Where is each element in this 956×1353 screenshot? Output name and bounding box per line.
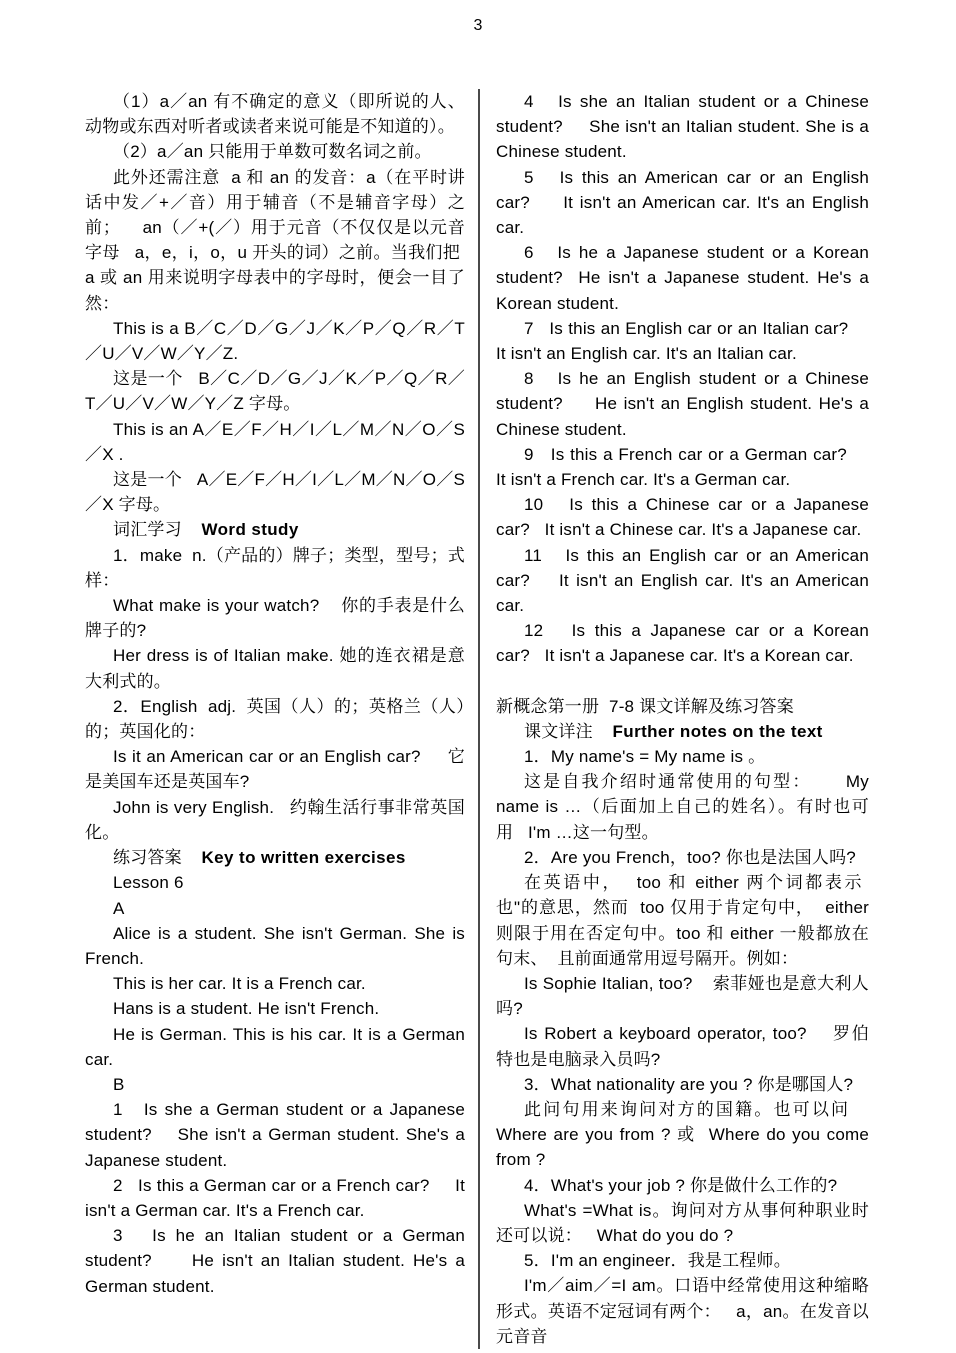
paragraph bbox=[85, 165, 465, 316]
paragraph bbox=[496, 240, 869, 316]
body-text: 4 Is she an Italian student or a Chinese student? She isn't an Italian student. She is a Chinese student. bbox=[496, 92, 869, 162]
body-text: 1 Is she a German student or a Japanese student? She isn't a German student. She's a Japanese student. bbox=[85, 1100, 465, 1170]
body-text: 1．My name's = My name is 。 bbox=[524, 747, 766, 767]
paragraph bbox=[85, 1173, 465, 1223]
paragraph bbox=[85, 795, 465, 845]
body-text: 在英语中， too 和 either 两个词都表示 也"的意思，然而 too 仅用于肯定句中， either 则限于用在否定句中。too 和 either 一般都放在句末、 且前面通常用逗号隔开。例如： bbox=[496, 873, 869, 968]
heading-text: Word study bbox=[201, 520, 299, 540]
body-text: （1）a／an 有不确定的意义（即所说的人、动物或东西对听者或读者来说可能是不知道的）。 bbox=[85, 92, 465, 137]
body-text: 3 Is he an Italian student or a German student? He isn't an Italian student. He's a German student. bbox=[85, 1226, 465, 1296]
paragraph bbox=[85, 417, 465, 467]
body-text: 课文详注 bbox=[524, 721, 613, 741]
body-text: 新概念第一册 7-8 课文详解及练习答案 bbox=[496, 696, 794, 716]
body-text: A bbox=[113, 898, 125, 918]
body-text: What make is your watch? 你的手表是什么牌子的? bbox=[85, 596, 465, 641]
paragraph bbox=[85, 1097, 465, 1173]
paragraph bbox=[85, 1072, 465, 1097]
body-text: I'm／aim／=I am。口语中经常使用这种缩略形式。英语不定冠词有两个： a，an。在发音以元音音 bbox=[496, 1276, 869, 1346]
paragraph bbox=[496, 1273, 869, 1349]
paragraph bbox=[496, 316, 869, 366]
paragraph bbox=[496, 1072, 869, 1097]
paragraph bbox=[85, 845, 465, 870]
paragraph bbox=[85, 896, 465, 921]
paragraph bbox=[85, 593, 465, 643]
body-text: Is Robert a keyboard operator, too? 罗伯特也是电脑录入员吗? bbox=[496, 1024, 869, 1069]
paragraph bbox=[496, 870, 869, 971]
body-text: What's =What is。询问对方从事何种职业时还可以说： What do you do ? bbox=[496, 1200, 869, 1245]
paragraph bbox=[496, 1198, 869, 1248]
body-text: Alice is a student. She isn't German. She is French. bbox=[85, 923, 465, 968]
paragraph bbox=[496, 744, 869, 769]
body-text: Is Sophie Italian, too? 索菲娅也是意大利人吗? bbox=[496, 973, 869, 1019]
body-text: 这是一个 A／E／F／H／I／L／M／N／O／S／X 字母。 bbox=[85, 470, 465, 515]
body-text: 练习答案 bbox=[113, 848, 202, 868]
body-text: Is it an American car or an English car? 它是美国车还是英国车? bbox=[85, 747, 465, 792]
body-text: 此问句用来询问对方的国籍。也可以问 Where are you from ? 或 Where do you come from ? bbox=[496, 1099, 869, 1170]
body-text: 词汇学习 bbox=[113, 520, 202, 540]
body-text: 这是自我介绍时通常使用的句型： My name is …（后面加上自己的姓名）。有时也可用 I'm …这一句型。 bbox=[496, 772, 869, 842]
body-text: 7 Is this an English car or an Italian car? It isn't an English car. It's an Italian car. bbox=[496, 318, 869, 364]
paragraph bbox=[85, 694, 465, 744]
paragraph bbox=[85, 744, 465, 794]
paragraph bbox=[85, 517, 465, 542]
paragraph bbox=[496, 845, 869, 870]
paragraph bbox=[85, 543, 465, 593]
body-text: 5 Is this an American car or an English car? It isn't an American car. It's an English car. bbox=[496, 167, 869, 238]
paragraph bbox=[496, 769, 869, 845]
paragraph bbox=[496, 442, 869, 492]
body-text: 12 Is this a Japanese car or a Korean car? It isn't a Japanese car. It's a Korean car. bbox=[496, 621, 869, 666]
paragraph bbox=[85, 921, 465, 971]
paragraph bbox=[496, 1173, 869, 1198]
paragraph bbox=[496, 165, 869, 241]
body-text: 这是一个 B／C／D／G／J／K／P／Q／R／T／U／V／W／Y／Z 字母。 bbox=[85, 369, 465, 414]
paragraph bbox=[496, 694, 869, 719]
column-left bbox=[85, 89, 480, 1349]
paragraph bbox=[496, 89, 869, 165]
paragraph bbox=[85, 366, 465, 416]
body-text: This is her car. It is a French car. bbox=[113, 974, 366, 994]
body-text: 2．English adj. 英国（人）的；英格兰（人）的；英国化的： bbox=[85, 696, 465, 742]
paragraph bbox=[496, 719, 869, 744]
body-text: This is an A／E／F／H／I／L／M／N／O／S／X . bbox=[85, 419, 465, 464]
body-text: 8 Is he an English student or a Chinese student? He isn't an English student. He's a Chinese student. bbox=[496, 369, 869, 439]
paragraph bbox=[496, 971, 869, 1021]
body-text: 3．What nationality are you ? 你是哪国人? bbox=[524, 1074, 854, 1094]
paragraph bbox=[85, 971, 465, 996]
body-text: Her dress is of Italian make. 她的连衣裙是意大利式的。 bbox=[85, 646, 465, 691]
paragraph bbox=[85, 316, 465, 366]
body-text: 此外还需注意 a 和 an 的发音：a（在平时讲话中发／+／音）用于辅音（不是辅音字母）之前； an（／+(／）用于元音（不仅仅是以元音字母 a，e，i，o，u 开头的词）之前。当我们把 a 或 an 用来说明字母表中的字母时，便会一目了然： bbox=[85, 167, 465, 313]
paragraph bbox=[85, 467, 465, 517]
body-text: 9 Is this a French car or a German car? It isn't a French car. It's a German car. bbox=[496, 444, 869, 490]
paragraph bbox=[496, 366, 869, 442]
paragraph bbox=[496, 543, 869, 619]
paragraph bbox=[85, 996, 465, 1021]
body-text: John is very English. 约翰生活行事非常英国化。 bbox=[85, 797, 465, 842]
heading-text: Key to written exercises bbox=[201, 848, 406, 868]
paragraph bbox=[496, 492, 869, 542]
paragraph bbox=[496, 618, 869, 668]
body-text: He is German. This is his car. It is a German car. bbox=[85, 1024, 465, 1069]
page-number: 3 bbox=[473, 17, 483, 34]
paragraph bbox=[496, 1097, 869, 1173]
body-text: B bbox=[113, 1074, 125, 1094]
body-text: （2）a／an 只能用于单数可数名词之前。 bbox=[113, 142, 432, 162]
body-text: Hans is a student. He isn't French. bbox=[113, 999, 380, 1019]
paragraph bbox=[85, 1022, 465, 1072]
page-content bbox=[85, 89, 869, 1349]
body-text: 2 Is this a German car or a French car? It isn't a German car. It's a French car. bbox=[85, 1175, 465, 1220]
paragraph bbox=[85, 1223, 465, 1299]
body-text: This is a B／C／D／G／J／K／P／Q／R／T／U／V／W／Y／Z. bbox=[85, 318, 465, 364]
body-text: 4．What's your job ? 你是做什么工作的? bbox=[524, 1175, 838, 1195]
body-text: 5．I'm an engineer．我是工程师。 bbox=[524, 1251, 791, 1271]
paragraph bbox=[496, 1248, 869, 1273]
body-text: Lesson 6 bbox=[113, 873, 184, 893]
body-text: 10 Is this a Chinese car or a Japanese car? It isn't a Chinese car. It's a Japanese car. bbox=[496, 495, 869, 540]
paragraph bbox=[85, 139, 465, 164]
body-text: 2．Are you French，too? 你也是法国人吗? bbox=[524, 847, 856, 867]
heading-text: Further notes on the text bbox=[612, 721, 823, 741]
body-text: 11 Is this an English car or an American car? It isn't an English car. It's an American car. bbox=[496, 545, 869, 616]
paragraph bbox=[85, 89, 465, 139]
paragraph bbox=[85, 643, 465, 693]
paragraph bbox=[85, 870, 465, 895]
body-text: 1．make n.（产品的）牌子；类型，型号；式样： bbox=[85, 545, 465, 590]
column-right bbox=[480, 89, 869, 1349]
paragraph bbox=[496, 1021, 869, 1071]
body-text: 6 Is he a Japanese student or a Korean student? He isn't a Japanese student. He's a Korean student. bbox=[496, 243, 869, 313]
